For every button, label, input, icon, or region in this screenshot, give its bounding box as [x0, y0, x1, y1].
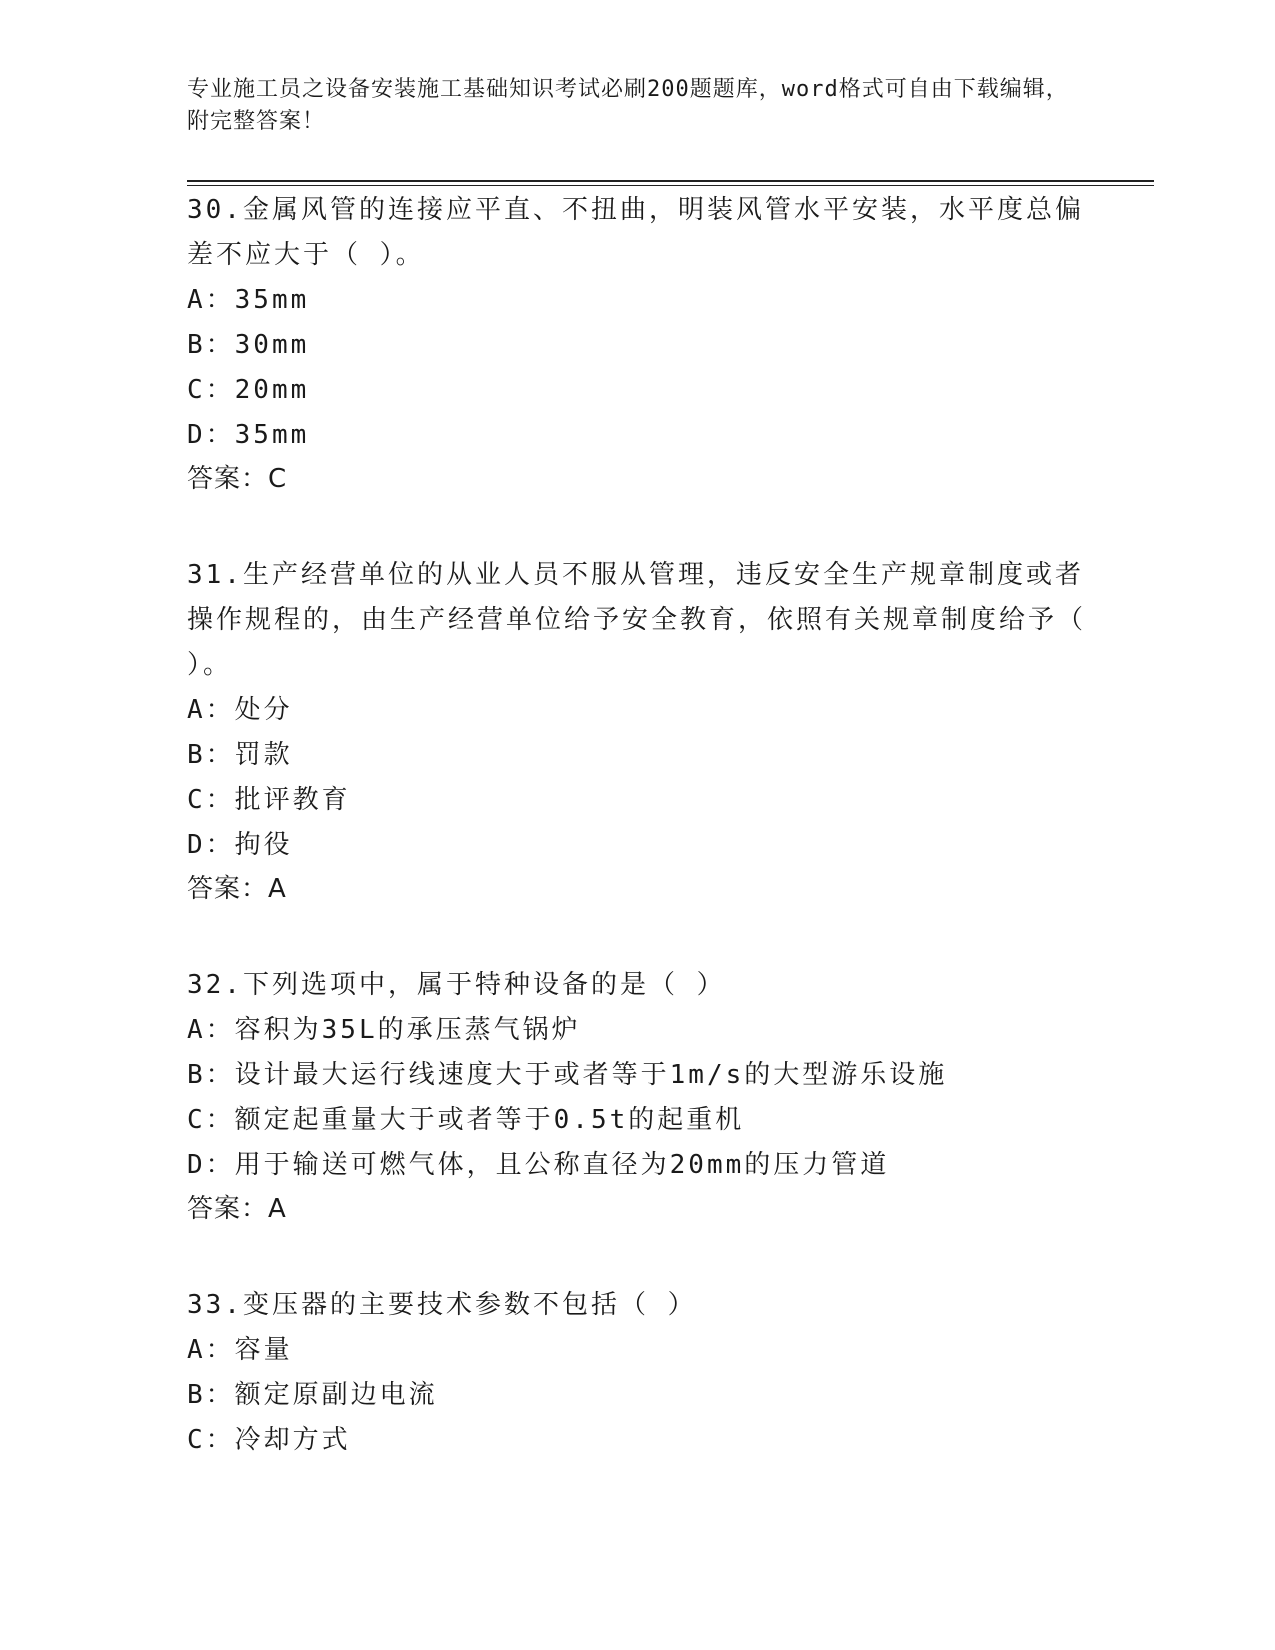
question-text: 31.生产经营单位的从业人员不服从管理，违反安全生产规章制度或者操作规程的，由生产经营单位给予安全教育，依照有关规章制度给予（ ）。 — [187, 560, 1087, 680]
question-text: 32.下列选项中，属于特种设备的是（ ） — [187, 970, 726, 1000]
header-divider — [187, 180, 1154, 182]
header-divider-secondary — [187, 185, 1154, 186]
option-d: D：用于输送可燃气体，且公称直径为20mm的压力管道 — [187, 1150, 890, 1180]
answer: 答案：A — [187, 1194, 287, 1224]
option-c: C：批评教育 — [187, 785, 351, 815]
option-b: B：30mm — [187, 330, 310, 360]
option-c: C：冷却方式 — [187, 1425, 351, 1455]
question-32 — [187, 963, 1087, 1230]
option-a: A：处分 — [187, 695, 293, 725]
question-33 — [187, 1283, 1087, 1463]
question-text: 33.变压器的主要技术参数不包括（ ） — [187, 1290, 697, 1320]
option-b: B：罚款 — [187, 740, 293, 770]
question-text: 30.金属风管的连接应平直、不扭曲，明装风管水平安装，水平度总偏差不应大于（ ）。 — [187, 195, 1084, 270]
question-list — [187, 188, 1087, 1463]
answer: 答案：A — [187, 874, 287, 904]
option-a: A：35mm — [187, 285, 310, 315]
document-header: 专业施工员之设备安装施工基础知识考试必刷200题题库，word格式可自由下载编辑，附完整答案！ — [187, 77, 1069, 134]
question-30 — [187, 188, 1087, 500]
option-b: B：设计最大运行线速度大于或者等于1m/s的大型游乐设施 — [187, 1060, 948, 1090]
option-d: D：35mm — [187, 420, 310, 450]
option-b: B：额定原副边电流 — [187, 1380, 438, 1410]
option-c: C：20mm — [187, 375, 310, 405]
question-31 — [187, 553, 1087, 910]
answer: 答案：C — [187, 464, 288, 494]
option-c: C：额定起重量大于或者等于0.5t的起重机 — [187, 1105, 745, 1135]
option-a: A：容积为35L的承压蒸气锅炉 — [187, 1015, 581, 1045]
option-a: A：容量 — [187, 1335, 293, 1365]
option-d: D：拘役 — [187, 830, 293, 860]
